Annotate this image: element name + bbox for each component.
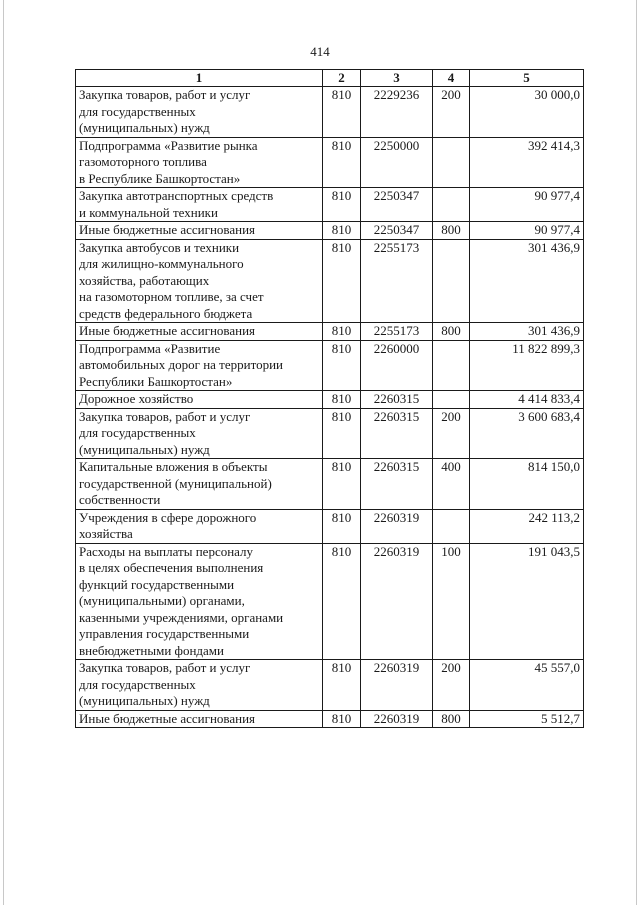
row-amount: 11 822 899,3 <box>470 340 584 391</box>
row-code-col4: 800 <box>433 323 470 341</box>
table-row <box>76 459 584 510</box>
row-amount: 5 512,7 <box>470 710 584 728</box>
row-code-col3: 2260315 <box>361 459 433 510</box>
header-col-2: 2 <box>323 70 361 87</box>
table-row <box>76 188 584 222</box>
row-amount: 45 557,0 <box>470 660 584 711</box>
row-code-col3: 2260319 <box>361 710 433 728</box>
row-code-col3: 2255173 <box>361 239 433 323</box>
row-code-col3: 2260315 <box>361 408 433 459</box>
row-code-col4: 200 <box>433 660 470 711</box>
row-code-col2: 810 <box>323 188 361 222</box>
row-name: Закупка автобусов и техники для жилищно-коммунального хозяйства, работающих на газомоторном топливе, за счет средств федерального бюджета <box>76 239 323 323</box>
page-number: 414 <box>310 44 330 59</box>
row-code-col2: 810 <box>323 340 361 391</box>
row-amount: 301 436,9 <box>470 239 584 323</box>
row-code-col3: 2260319 <box>361 660 433 711</box>
row-code-col4 <box>433 509 470 543</box>
row-code-col2: 810 <box>323 509 361 543</box>
row-code-col4 <box>433 340 470 391</box>
table-row <box>76 408 584 459</box>
row-amount: 191 043,5 <box>470 543 584 660</box>
row-code-col2: 810 <box>323 660 361 711</box>
row-code-col2: 810 <box>323 391 361 409</box>
row-code-col3: 2260315 <box>361 391 433 409</box>
table-row <box>76 239 584 323</box>
row-code-col4: 800 <box>433 222 470 240</box>
row-name: Капитальные вложения в объекты государственной (муниципальной) собственности <box>76 459 323 510</box>
header-row <box>76 70 584 87</box>
row-name: Дорожное хозяйство <box>76 391 323 409</box>
row-name: Расходы на выплаты персоналу в целях обеспечения выполнения функций государственными (муниципальными) органами, казенными учреждениями, органами управления государственными внебюджетными фондами <box>76 543 323 660</box>
table-row <box>76 543 584 660</box>
row-name: Иные бюджетные ассигнования <box>76 323 323 341</box>
row-code-col4 <box>433 391 470 409</box>
row-name: Иные бюджетные ассигнования <box>76 222 323 240</box>
row-code-col2: 810 <box>323 239 361 323</box>
row-amount: 3 600 683,4 <box>470 408 584 459</box>
row-code-col2: 810 <box>323 222 361 240</box>
row-amount: 242 113,2 <box>470 509 584 543</box>
table-row <box>76 509 584 543</box>
row-amount: 90 977,4 <box>470 222 584 240</box>
row-name: Подпрограмма «Развитие рынка газомоторного топлива в Республике Башкортостан» <box>76 137 323 188</box>
row-name: Иные бюджетные ассигнования <box>76 710 323 728</box>
row-amount: 90 977,4 <box>470 188 584 222</box>
table-header <box>76 70 584 87</box>
table-row <box>76 323 584 341</box>
table-row <box>76 660 584 711</box>
table-row <box>76 710 584 728</box>
row-code-col2: 810 <box>323 323 361 341</box>
row-code-col4: 400 <box>433 459 470 510</box>
row-code-col4: 100 <box>433 543 470 660</box>
header-col-1: 1 <box>76 70 323 87</box>
row-code-col3: 2250347 <box>361 222 433 240</box>
header-col-5: 5 <box>470 70 584 87</box>
row-name: Закупка товаров, работ и услуг для государственных (муниципальных) нужд <box>76 87 323 138</box>
row-name: Учреждения в сфере дорожного хозяйства <box>76 509 323 543</box>
row-amount: 392 414,3 <box>470 137 584 188</box>
row-code-col4 <box>433 239 470 323</box>
table-body <box>76 87 584 728</box>
row-code-col3: 2255173 <box>361 323 433 341</box>
row-code-col2: 810 <box>323 408 361 459</box>
row-amount: 30 000,0 <box>470 87 584 138</box>
table-row <box>76 137 584 188</box>
page-edge-right <box>636 0 637 905</box>
budget-table <box>75 69 584 728</box>
row-amount: 814 150,0 <box>470 459 584 510</box>
row-code-col3: 2250000 <box>361 137 433 188</box>
table-row <box>76 222 584 240</box>
row-code-col2: 810 <box>323 543 361 660</box>
row-name: Подпрограмма «Развитие автомобильных дорог на территории Республики Башкортостан» <box>76 340 323 391</box>
header-col-3: 3 <box>361 70 433 87</box>
row-code-col2: 810 <box>323 87 361 138</box>
table-row <box>76 391 584 409</box>
row-code-col2: 810 <box>323 459 361 510</box>
row-code-col4 <box>433 137 470 188</box>
row-code-col4 <box>433 188 470 222</box>
row-code-col4: 200 <box>433 87 470 138</box>
page-edge-left <box>3 0 4 905</box>
row-code-col3: 2260319 <box>361 543 433 660</box>
row-code-col4: 200 <box>433 408 470 459</box>
row-code-col2: 810 <box>323 710 361 728</box>
header-col-4: 4 <box>433 70 470 87</box>
row-name: Закупка товаров, работ и услуг для государственных (муниципальных) нужд <box>76 408 323 459</box>
row-code-col3: 2229236 <box>361 87 433 138</box>
table-row <box>76 87 584 138</box>
row-amount: 4 414 833,4 <box>470 391 584 409</box>
row-code-col2: 810 <box>323 137 361 188</box>
table-row <box>76 340 584 391</box>
row-code-col4: 800 <box>433 710 470 728</box>
row-name: Закупка автотранспортных средств и коммунальной техники <box>76 188 323 222</box>
row-code-col3: 2260319 <box>361 509 433 543</box>
row-code-col3: 2250347 <box>361 188 433 222</box>
row-name: Закупка товаров, работ и услуг для государственных (муниципальных) нужд <box>76 660 323 711</box>
row-amount: 301 436,9 <box>470 323 584 341</box>
row-code-col3: 2260000 <box>361 340 433 391</box>
